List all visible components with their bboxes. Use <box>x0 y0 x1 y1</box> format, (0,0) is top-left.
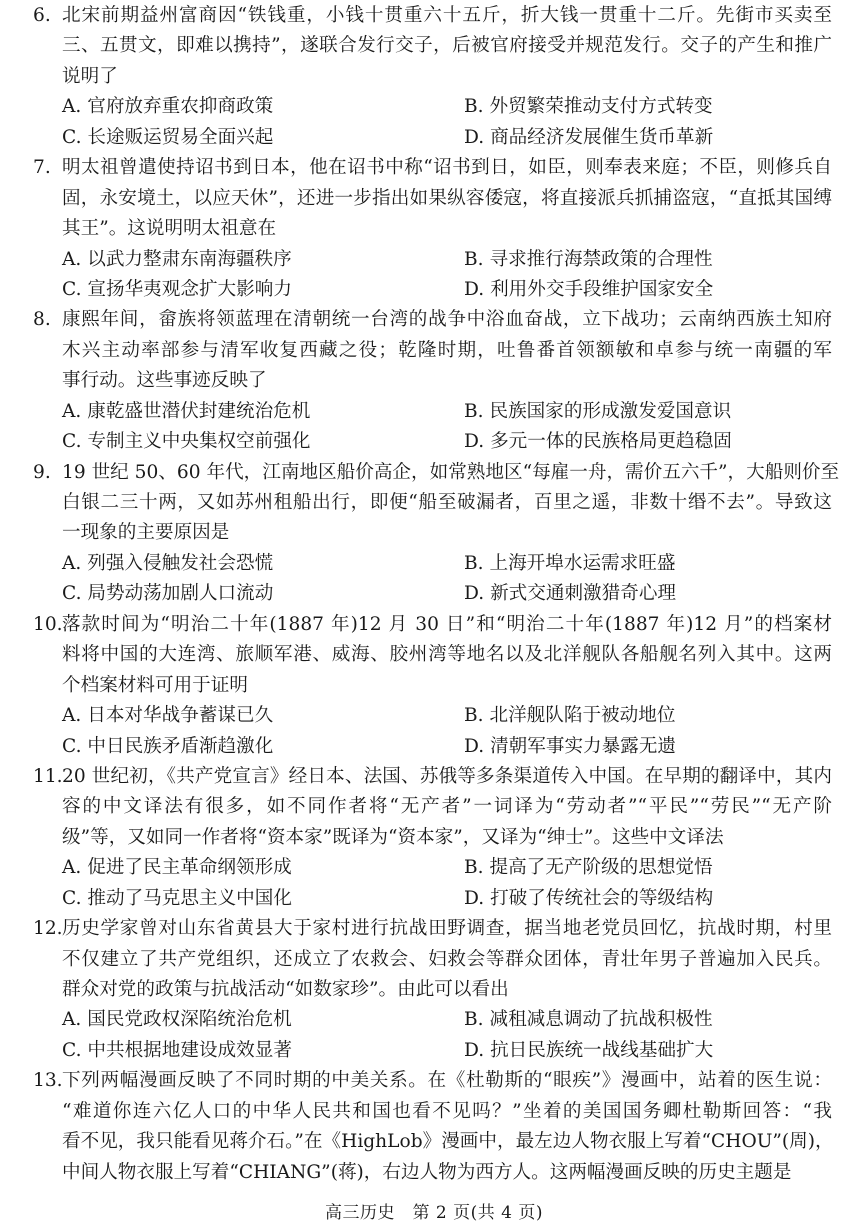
exam-page <box>0 1 868 1188</box>
stem-text: 下列两幅漫画反映了不同时期的中美关系。在《杜勒斯的“眼疾”》漫画中，站着的医生说： <box>62 1070 832 1092</box>
stem-text: “难道你连六亿人口的中华人民共和国也看不见吗？”坐着的美国国务卿杜勒斯回答：“我 <box>62 1100 832 1122</box>
option-b: B. 外贸繁荣推动支付方式转变 <box>464 96 713 118</box>
option-c: C. 中日民族矛盾渐趋激化 <box>62 735 274 757</box>
question-stem-line <box>0 305 868 335</box>
stem-text: 不仅建立了共产党组织，还成立了农救会、妇救会等群众团体，青壮年男子普遍加入民兵。 <box>62 948 832 970</box>
question-stem-line <box>0 184 868 214</box>
stem-text: 20 世纪初，《共产党宣言》经日本、法国、苏俄等多条渠道传入中国。在早期的翻译中，其内 <box>62 765 832 787</box>
option-b: B. 提高了无产阶级的思想觉悟 <box>464 857 713 879</box>
option-row <box>0 853 868 883</box>
option-d: D. 抗日民族统一战线基础扩大 <box>464 1039 714 1061</box>
question-stem-line <box>0 518 868 548</box>
question-stem-line <box>0 153 868 183</box>
stem-text: 明太祖曾遣使持诏书到日本，他在诏书中称“诏书到日，如臣，则奉表来庭；不臣，则修兵自 <box>62 157 832 179</box>
question-stem-line <box>0 488 868 518</box>
option-row <box>0 245 868 275</box>
question-number: 6. <box>33 5 51 26</box>
option-b: B. 北洋舰队陷于被动地位 <box>464 705 676 727</box>
option-row <box>0 701 868 731</box>
option-row <box>0 92 868 122</box>
question-stem-line <box>0 762 868 792</box>
question-10 <box>0 610 868 762</box>
option-b: B. 寻求推行海禁政策的合理性 <box>464 248 713 270</box>
question-stem-line <box>0 640 868 670</box>
question-stem-line <box>0 792 868 822</box>
option-a: A. 官府放弃重农抑商政策 <box>62 96 274 118</box>
stem-text: 木兴主动率部参与清军收复西藏之役；乾隆时期，吐鲁番首领额敏和卓参与统一南疆的军 <box>62 339 832 361</box>
option-b: B. 民族国家的形成激发爱国意识 <box>464 400 732 422</box>
question-7 <box>0 153 868 305</box>
question-stem-line <box>0 610 868 640</box>
option-row <box>0 275 868 305</box>
question-stem-line <box>0 671 868 701</box>
option-c: C. 宣扬华夷观念扩大影响力 <box>62 278 292 300</box>
question-stem-line <box>0 31 868 61</box>
question-stem-line <box>0 458 868 488</box>
question-stem-line <box>0 62 868 92</box>
option-row <box>0 123 868 153</box>
question-6 <box>0 1 868 153</box>
question-number: 8. <box>33 309 51 331</box>
question-number: 9. <box>33 461 51 483</box>
option-a: A. 日本对华战争蓄谋已久 <box>62 705 274 727</box>
option-d: D. 打破了传统社会的等级结构 <box>464 887 714 909</box>
option-b: B. 上海开埠水运需求旺盛 <box>464 552 676 574</box>
page-footer: 高三历史 第 2 页(共 4 页) <box>324 1203 543 1223</box>
question-number: 7. <box>33 157 51 179</box>
option-row <box>0 397 868 427</box>
stem-text: 个档案材料可用于证明 <box>62 674 248 696</box>
option-c: C. 长途贩运贸易全面兴起 <box>62 126 274 148</box>
option-row <box>0 884 868 914</box>
option-row <box>0 579 868 609</box>
option-a: A. 以武力整肃东南海疆秩序 <box>62 248 292 270</box>
stem-text: 三、五贯文，即难以携持”，遂联合发行交子，后被官府接受并规范发行。交子的产生和推广 <box>62 35 832 57</box>
stem-text: 看不见，我只能看见蒋介石。”在《HighLob》漫画中，最左边人物衣服上写着“CHOU”(周)， <box>62 1131 834 1153</box>
question-stem-line <box>0 336 868 366</box>
stem-text: 一现象的主要原因是 <box>62 522 230 544</box>
question-number: 12. <box>33 918 63 940</box>
option-row <box>0 1036 868 1066</box>
stem-text: 级”等，又如同一作者将“资本家”既译为“资本家”，又译为“绅士”。这些中文译法 <box>62 826 724 848</box>
question-stem-line <box>0 1158 868 1188</box>
option-a: A. 国民党政权深陷统治危机 <box>62 1009 292 1031</box>
stem-text: 事行动。这些事迹反映了 <box>62 370 267 392</box>
option-d: D. 商品经济发展催生货币革新 <box>464 126 714 148</box>
question-8 <box>0 305 868 457</box>
option-row <box>0 732 868 762</box>
question-stem-line <box>0 823 868 853</box>
question-stem-line <box>0 975 868 1005</box>
stem-text: 白银二三十两，又如苏州租船出行，即便“船至破漏者，百里之遥，非数十缗不去”。导致这 <box>62 492 832 513</box>
question-13 <box>0 1066 868 1188</box>
question-11 <box>0 762 868 914</box>
question-number: 13. <box>33 1070 63 1092</box>
option-a: A. 康乾盛世潜伏封建统治危机 <box>62 400 311 422</box>
option-b: B. 减租减息调动了抗战积极性 <box>464 1009 713 1031</box>
option-c: C. 局势动荡加剧人口流动 <box>62 583 274 605</box>
stem-text: 康熙年间，畲族将领蓝理在清朝统一台湾的战争中浴血奋战，立下战功；云南纳西族土知府 <box>62 309 832 331</box>
option-c: C. 专制主义中央集权空前强化 <box>62 431 311 453</box>
stem-text: 群众对党的政策与抗战活动“如数家珍”。由此可以看出 <box>62 979 509 1000</box>
option-d: D. 多元一体的民族格局更趋稳固 <box>464 431 732 453</box>
option-d: D. 利用外交手段维护国家安全 <box>464 278 714 300</box>
stem-text: 容的中文译法有很多，如不同作者将“无产者”一词译为“劳动者”“平民”“劳民”“无产阶 <box>62 796 832 818</box>
option-row <box>0 549 868 579</box>
question-number: 11. <box>33 765 63 787</box>
stem-text: 中间人物衣服上写着“CHIANG”(蒋)，右边人物为西方人。这两幅漫画反映的历史主题是 <box>62 1161 792 1183</box>
stem-text: 其王”。这说明明太祖意在 <box>62 218 277 240</box>
option-a: A. 促进了民主革命纲领形成 <box>62 857 292 879</box>
question-stem-line <box>0 1 868 31</box>
question-stem-line <box>0 1127 868 1157</box>
question-number: 10. <box>33 613 63 635</box>
question-12 <box>0 914 868 1066</box>
stem-text: 19 世纪 50、60 年代，江南地区船价高企，如常熟地区“每雇一舟，需价五六千”，大船则价至 <box>62 461 840 483</box>
stem-text: 落款时间为“明治二十年(1887 年)12 月 30 日”和“明治二十年(1887 年)12 月”的档案材 <box>62 613 832 635</box>
option-row <box>0 427 868 457</box>
stem-text: 历史学家曾对山东省黄县大于家村进行抗战田野调查，据当地老党员回忆，抗战时期，村里 <box>62 918 832 940</box>
question-stem-line <box>0 366 868 396</box>
option-row <box>0 1005 868 1035</box>
option-d: D. 清朝军事实力暴露无遗 <box>464 735 677 757</box>
question-stem-line <box>0 1097 868 1127</box>
stem-text: 固，永安境土，以应天休”，还进一步指出如果纵容倭寇，将直接派兵抓捕盗寇，“直抵其国缚 <box>62 187 832 209</box>
option-c: C. 中共根据地建设成效显著 <box>62 1039 292 1061</box>
stem-text: 北宋前期益州富商因“铁钱重，小钱十贯重六十五斤，折大钱一贯重十二斤。先街市买卖至 <box>62 5 832 26</box>
stem-text: 料将中国的大连湾、旅顺军港、威海、胶州湾等地名以及北洋舰队各船舰名列入其中。这两 <box>62 644 832 666</box>
option-c: C. 推动了马克思主义中国化 <box>62 887 292 909</box>
option-d: D. 新式交通刺激猎奇心理 <box>464 583 677 605</box>
stem-text: 说明了 <box>62 65 118 87</box>
question-stem-line <box>0 214 868 244</box>
question-stem-line <box>0 945 868 975</box>
question-stem-line <box>0 1066 868 1096</box>
question-9 <box>0 458 868 610</box>
question-stem-line <box>0 914 868 944</box>
option-a: A. 列强入侵触发社会恐慌 <box>62 552 274 574</box>
